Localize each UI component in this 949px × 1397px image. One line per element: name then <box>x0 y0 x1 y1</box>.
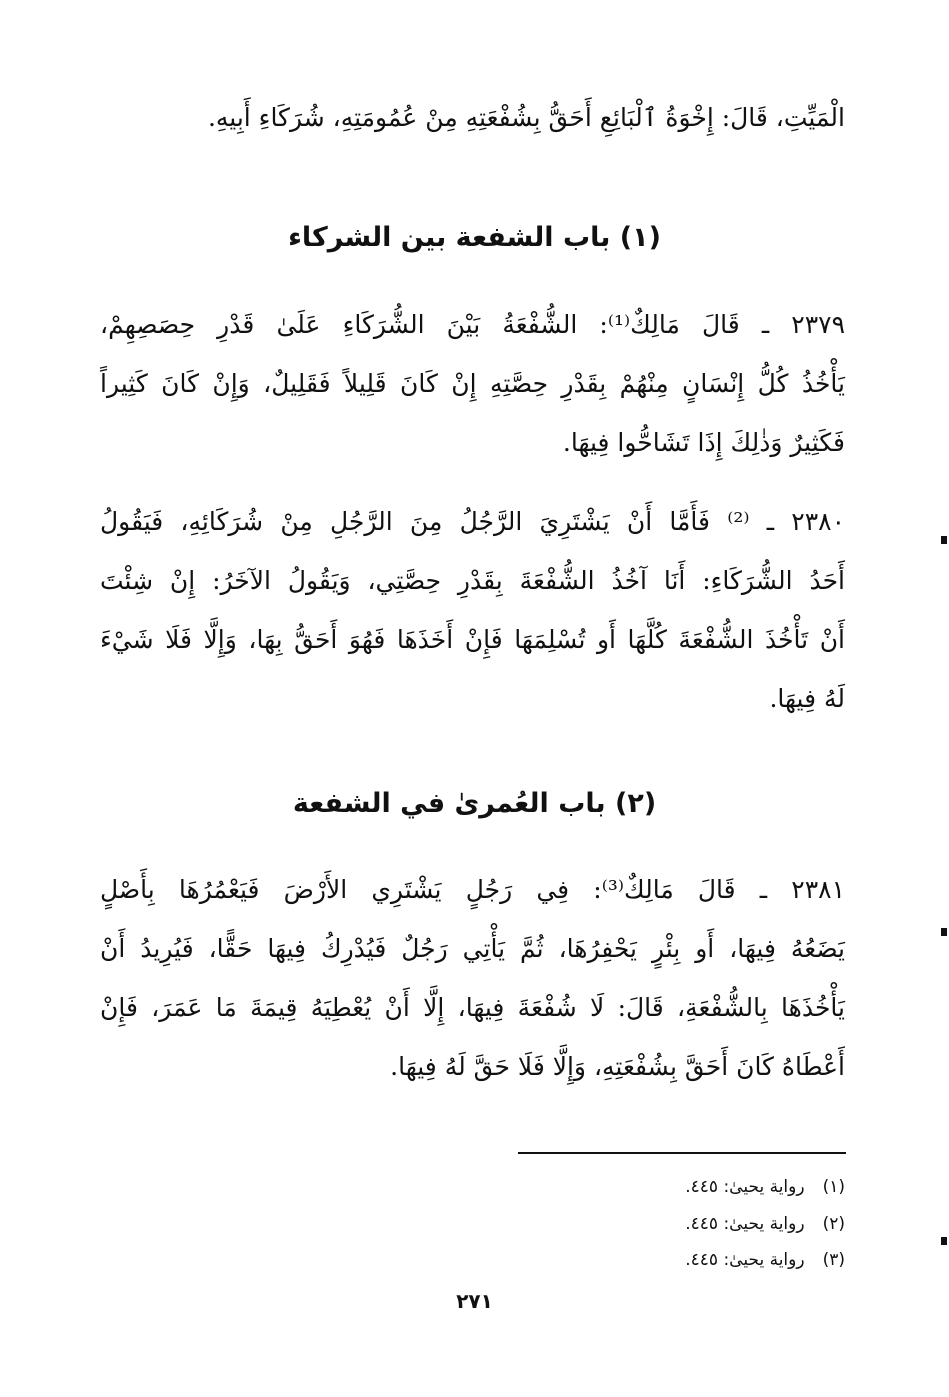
scan-edge-mark <box>941 536 947 544</box>
paragraph-line: لَهُ فِيهَا. <box>769 684 845 713</box>
paragraph-line: أَنْ تَأْخُذَ الشُّفْعَةَ كُلَّهَا أَو تُسْلِمَهَا فَإِنْ أَخَذَهَا فَهُوَ أَحَقُّ بِهَا، وَإِلَّا فَلَا شَيْءَ <box>100 625 845 654</box>
paragraph-line: يَضَعُهُ فِيهَا، أَو بِئْرٍ يَحْفِرُهَا، ثُمَّ يَأْتِي رَجُلٌ فَيُدْرِكُ فِيهَا حَقًّا، فَيُرِيدُ أَنْ <box>100 934 845 963</box>
paragraph-line: أَعْطَاهُ كَانَ أَحَقَّ بِشُفْعَتِهِ، وَإِلَّا فَلَا حَقَّ لَهُ فِيهَا. <box>390 1052 845 1081</box>
paragraph-line: ٢٣٨٠ ـ ⁽²⁾ فَأَمَّا أَنْ يَشْتَرِيَ الرَّجُلُ مِنَ الرَّجُلِ مِنْ شُرَكَائِهِ، فَيَقُولُ <box>100 507 846 536</box>
page-number: ٢٧١ <box>456 1289 493 1313</box>
footnote-divider <box>518 1152 846 1154</box>
intro-line: الْمَيِّتِ، قَالَ: إِخْوَةُ ٱلْبَائِعِ أَحَقُّ بِشُفْعَتِهِ مِنْ عُمُومَتِهِ، شُرَكَاءِ أَبِيهِ. <box>207 103 845 132</box>
footnote-number: (٢) <box>822 1214 845 1234</box>
footnote-3 <box>445 1246 845 1274</box>
footnote-number: (١) <box>822 1177 845 1197</box>
paragraph-line: يَأْخُذُ كُلُّ إِنْسَانٍ مِنْهُمْ بِقَدْرِ حِصَّتِهِ إِنْ كَانَ قَلِيلاً فَقَلِيلٌ، وَإِنْ كَانَ كَثِيراً <box>100 369 845 398</box>
footnote-text: رواية يحيىٰ: ٤٤٥. <box>685 1250 805 1270</box>
paragraph-line: يَأْخُذَهَا بِالشُّفْعَةِ، قَالَ: لَا شُفْعَةَ فِيهَا، إِلَّا أَنْ يُعْطِيَهُ قِيمَةَ مَا عَمَرَ، فَإِنْ <box>100 993 845 1022</box>
paragraph-line: ٢٣٨١ ـ قَالَ مَالِكٌ⁽³⁾: فِي رَجُلٍ يَشْتَرِي الأَرْضَ فَيَعْمُرُهَا بِأَصْلٍ <box>100 875 845 904</box>
section-heading-2: (٢) باب العُمرىٰ في الشفعة <box>292 788 657 819</box>
paragraph-line: فَكَثِيرٌ وَذٰلِكَ إِذَا تَشَاحُّوا فِيهَا. <box>562 428 845 457</box>
paragraph-line: ٢٣٧٩ ـ قَالَ مَالِكٌ⁽¹⁾: الشُّفْعَةُ بَيْنَ الشُّرَكَاءِ عَلَىٰ قَدْرِ حِصَصِهِمْ، <box>100 310 846 339</box>
paragraph-line: أَحَدُ الشُّرَكَاءِ: أَنَا آخُذُ الشُّفْعَةَ بِقَدْرِ حِصَّتِي، وَيَقُولُ الآخَرُ: إِنْ شِئْتَ <box>100 566 845 595</box>
section-heading-1: (١) باب الشفعة بين الشركاء <box>288 222 661 253</box>
footnote-text: رواية يحيىٰ: ٤٤٥. <box>685 1177 805 1197</box>
footnote-1 <box>445 1173 845 1201</box>
footnote-text: رواية يحيىٰ: ٤٤٥. <box>685 1214 805 1234</box>
scan-edge-mark <box>941 928 947 936</box>
footnote-number: (٣) <box>822 1250 845 1270</box>
footnote-2 <box>445 1210 845 1238</box>
scan-edge-mark <box>941 1237 947 1245</box>
